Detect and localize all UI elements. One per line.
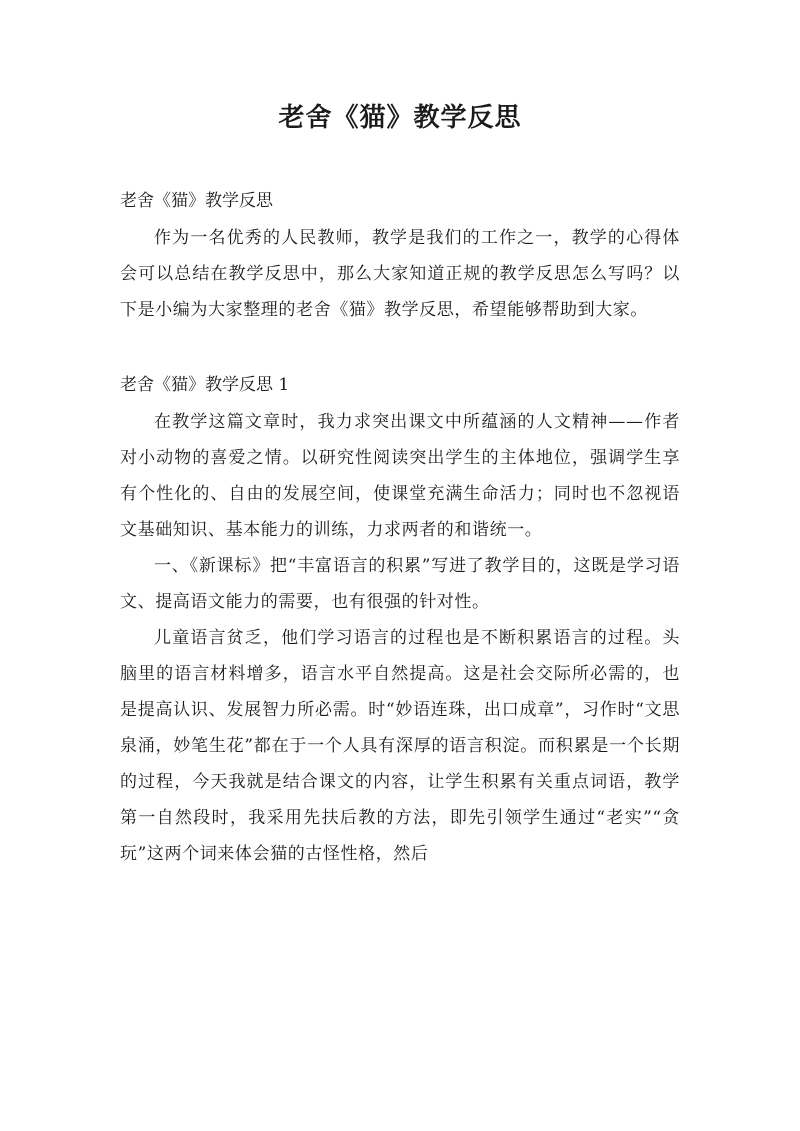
document-body xyxy=(120,186,680,872)
section-1-paragraph-1: 在教学这篇文章时，我力求突出课文中所蕴涵的人文精神——作者对小动物的喜爱之情。以研究性阅读突出学生的主体地位，强调学生享有个性化的、自由的发展空间，使课堂充满生命活力；同时也不忽视语文基础知识、基本能力的训练，力求两者的和谐统一。 xyxy=(120,412,680,540)
document-title: 老舍《猫》教学反思 xyxy=(278,103,522,133)
section-1-paragraph-2: 一、《新课标》把“丰富语言的积累”写进了教学目的，这既是学习语文、提高语文能力的需要，也有很强的针对性。 xyxy=(120,556,680,612)
section-1-heading: 老舍《猫》教学反思 1 xyxy=(120,375,290,395)
section-1-paragraph-3: 儿童语言贫乏，他们学习语言的过程也是不断积累语言的过程。头脑里的语言材料增多，语言水平自然提高。这是社会交际所必需的，也是提高认识、发展智力所必需。时“妙语连珠，出口成章”，习作时“文思泉涌，妙笔生花”都在于一个人具有深厚的语言积淀。而积累是一个长期的过程，今天我就是结合课文的内容，让学生积累有关重点词语，教学第一自然段时，我采用先扶后教的方法，即先引领学生通过“老实”“贪玩”这两个词来体会猫的古怪性格，然后 xyxy=(120,628,680,864)
intro-heading: 老舍《猫》教学反思 xyxy=(120,191,273,211)
intro-paragraph: 作为一名优秀的人民教师，教学是我们的工作之一，教学的心得体会可以总结在教学反思中，那么大家知道正规的教学反思怎么写吗？以下是小编为大家整理的老舍《猫》教学反思，希望能够帮助到大家。 xyxy=(120,228,680,320)
